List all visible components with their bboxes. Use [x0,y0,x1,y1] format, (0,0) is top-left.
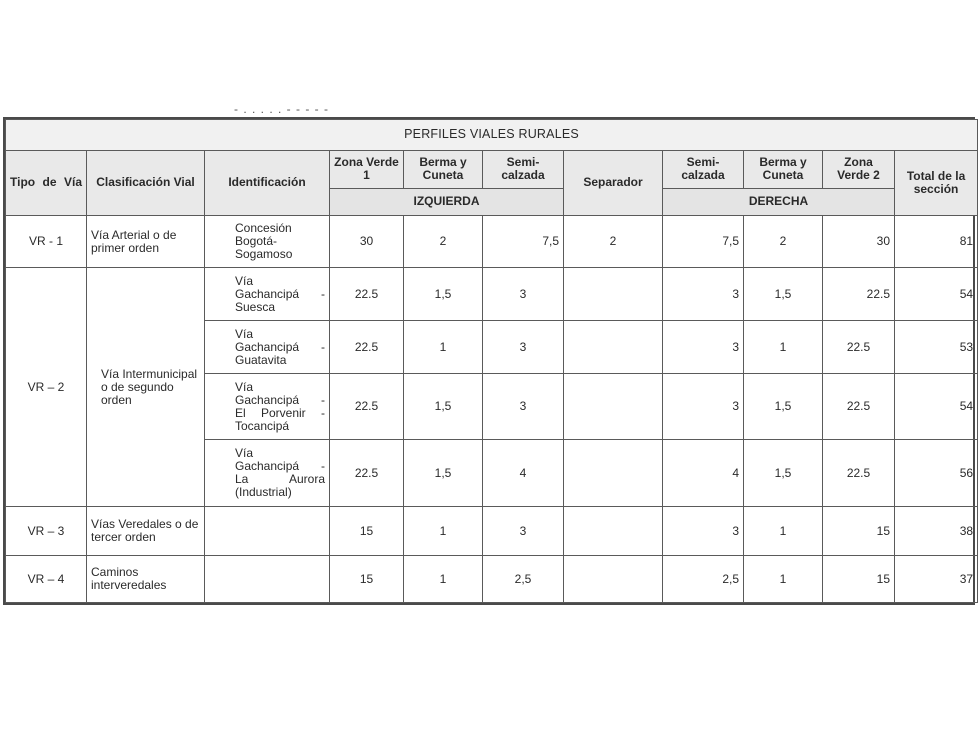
header-berma-cuneta-izquierda: Berma y Cuneta [404,150,483,189]
title-row [6,120,978,151]
cell-total: 38 [895,507,978,556]
table-row [6,268,978,321]
group-derecha: DERECHA [663,189,895,215]
header-tipo-via: Tipo de Vía [6,150,87,215]
ident-line: Guatavita [235,352,287,367]
cell-identificacion [205,440,330,507]
cell-berma-izquierda: 1,5 [404,268,483,321]
perfiles-viales-table-frame [3,117,975,605]
ident-line: Gachancipá - [235,459,325,474]
cell-berma-derecha: 1 [744,321,823,374]
cell-identificacion [205,268,330,321]
header-semicalzada-izquierda: Semi-calzada [483,150,564,189]
cell-tipo: VR – 3 [6,507,87,556]
cell-total: 54 [895,374,978,440]
cell-zona-verde-2: 22.5 [823,374,895,440]
cell-zona-verde-2: 15 [823,507,895,556]
ident-line: Tocancipá [235,418,290,433]
cell-berma-izquierda: 1 [404,321,483,374]
cell-berma-derecha: 2 [744,215,823,268]
cell-zona-verde-2: 30 [823,215,895,268]
cell-identificacion [205,556,330,603]
header-total-seccion: Total de la sección [895,150,978,215]
cell-zona-verde-1: 15 [330,556,404,603]
cell-berma-derecha: 1,5 [744,374,823,440]
cell-identificacion [205,374,330,440]
cell-identificacion [205,507,330,556]
ident-line: Gachancipá - [235,286,325,301]
cell-clasificacion: Vías Veredales o de tercer orden [87,507,205,556]
cell-total: 81 [895,215,978,268]
ident-line: Sogamoso [235,247,293,261]
cell-berma-izquierda: 1,5 [404,374,483,440]
cell-total: 53 [895,321,978,374]
ident-line: Vía [235,326,254,341]
cell-separador [564,374,663,440]
cell-zona-verde-1: 22.5 [330,321,404,374]
cell-clasificacion: Caminos interveredales [87,556,205,603]
cell-berma-izquierda: 1 [404,507,483,556]
cell-semicalzada-derecha: 4 [663,440,744,507]
cell-clasificacion: Vía Arterial o de primer orden [87,215,205,268]
cell-berma-izquierda: 2 [404,215,483,268]
cell-berma-derecha: 1,5 [744,440,823,507]
header-separador: Separador [564,150,663,215]
table-title: PERFILES VIALES RURALES [6,120,978,151]
cell-identificacion [205,321,330,374]
cell-zona-verde-1: 22.5 [330,268,404,321]
ident-line: Gachancipá - [235,339,325,354]
cell-total: 56 [895,440,978,507]
cell-semicalzada-derecha: 7,5 [663,215,744,268]
cell-semicalzada-izquierda: 4 [483,440,564,507]
ident-line: Vía [235,446,254,461]
cell-separador [564,268,663,321]
table-row [6,507,978,556]
group-izquierda: IZQUIERDA [330,189,564,215]
ident-line: (Industrial) [235,485,292,500]
header-zona-verde-2: Zona Verde 2 [823,150,895,189]
ident-line: Vía [235,273,254,288]
cell-total: 37 [895,556,978,603]
cell-tipo: VR - 1 [6,215,87,268]
ident-line: La Aurora [235,472,325,487]
header-row [6,150,978,189]
cell-separador [564,507,663,556]
ident-line: Concesión [235,221,292,235]
cell-tipo: VR – 4 [6,556,87,603]
header-berma-cuneta-derecha: Berma y Cuneta [744,150,823,189]
header-identificacion: Identificación [205,150,330,215]
cell-semicalzada-derecha: 2,5 [663,556,744,603]
cell-clasificacion: Vía Intermunicipal o de segundo orden [87,268,205,507]
cell-zona-verde-2: 22.5 [823,321,895,374]
header-zona-verde-1: Zona Verde 1 [330,150,404,189]
cell-separador [564,440,663,507]
cell-zona-verde-1: 22.5 [330,440,404,507]
cell-berma-izquierda: 1,5 [404,440,483,507]
cell-semicalzada-izquierda: 7,5 [483,215,564,268]
cell-berma-derecha: 1,5 [744,268,823,321]
header-semicalzada-derecha: Semi-calzada [663,150,744,189]
header-clasificacion-vial: Clasificación Vial [87,150,205,215]
cell-zona-verde-1: 22.5 [330,374,404,440]
scan-text-fragment [234,108,364,117]
scan-text-fragment-text: - . . . . . - - - - - [234,108,329,116]
cell-tipo: VR – 2 [6,268,87,507]
cell-zona-verde-1: 30 [330,215,404,268]
cell-semicalzada-derecha: 3 [663,507,744,556]
cell-berma-izquierda: 1 [404,556,483,603]
cell-identificacion [205,215,330,268]
cell-zona-verde-1: 15 [330,507,404,556]
cell-separador [564,556,663,603]
cell-semicalzada-derecha: 3 [663,321,744,374]
cell-separador: 2 [564,215,663,268]
cell-semicalzada-izquierda: 2,5 [483,556,564,603]
cell-semicalzada-izquierda: 3 [483,374,564,440]
cell-semicalzada-izquierda: 3 [483,507,564,556]
cell-semicalzada-derecha: 3 [663,268,744,321]
cell-separador [564,321,663,374]
ident-line: Bogotá- [235,234,278,248]
table-row [6,556,978,603]
ident-line: El Porvenir - [235,405,325,420]
ident-line: Vía [235,379,254,394]
cell-berma-derecha: 1 [744,507,823,556]
table-row [6,215,978,268]
cell-total: 54 [895,268,978,321]
cell-semicalzada-izquierda: 3 [483,268,564,321]
cell-zona-verde-2: 22.5 [823,440,895,507]
cell-zona-verde-2: 15 [823,556,895,603]
ident-line: Gachancipá - [235,392,325,407]
cell-semicalzada-izquierda: 3 [483,321,564,374]
ident-line: Suesca [235,299,276,314]
perfiles-viales-table [5,119,978,603]
cell-zona-verde-2: 22.5 [823,268,895,321]
cell-semicalzada-derecha: 3 [663,374,744,440]
cell-berma-derecha: 1 [744,556,823,603]
